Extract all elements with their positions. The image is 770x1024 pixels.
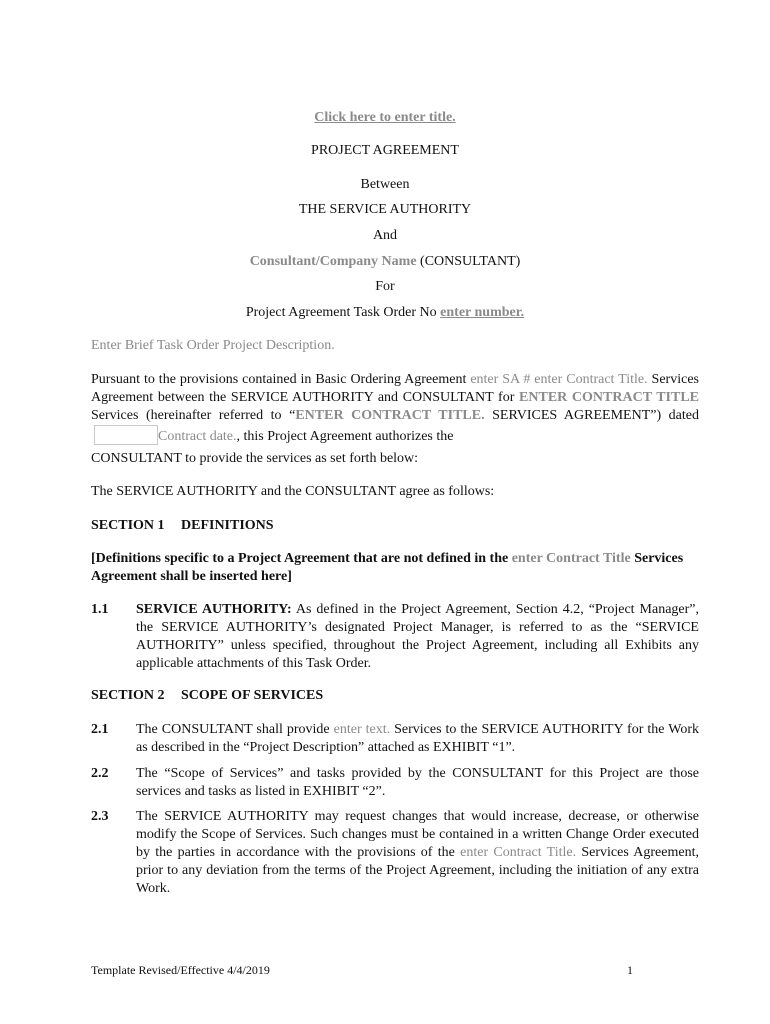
agreement-title: PROJECT AGREEMENT — [311, 143, 459, 158]
section-1-note-suffix: Services Agreement shall be inserted here] — [91, 551, 684, 584]
enter-contract-title-field[interactable]: ENTER CONTRACT TITLE — [519, 390, 699, 405]
consultant-name-field[interactable]: Consultant/Company Name — [249, 254, 417, 269]
pursuant-paragraph — [91, 371, 699, 446]
section-2-heading — [91, 687, 323, 705]
consultant-line — [0, 253, 770, 271]
section-2-number: SECTION 2 — [91, 688, 165, 703]
item-2-1-text-field[interactable]: enter text. — [333, 722, 391, 737]
sa-number-field[interactable]: enter SA # — [470, 372, 531, 387]
item-2-3-number: 2.3 — [91, 809, 109, 824]
footer-revision-text: Template Revised/Effective 4/4/2019 — [91, 963, 270, 977]
pursuant-text-1: Pursuant to the provisions contained in Basic Ordering Agreement — [91, 372, 471, 387]
item-2-3-body-2: Services Agreement, prior to any deviation from the terms of the Project Agreement, including the initiation of any extra Work. — [136, 845, 699, 896]
page-number: 1 — [627, 963, 633, 977]
and-text: And — [372, 228, 398, 243]
date-input-box[interactable] — [94, 425, 158, 445]
pursuant-text-5: , this Project Agreement authorizes the — [236, 429, 454, 444]
item-2-1-number: 2.1 — [91, 722, 109, 737]
section-1-contract-title-field[interactable]: enter Contract Title — [511, 551, 631, 566]
item-2-3-text — [136, 808, 699, 898]
section-2-title: SCOPE OF SERVICES — [181, 688, 324, 703]
pursuant-text-2: Services Agreement between the SERVICE AUTHORITY and CONSULTANT for — [91, 372, 699, 405]
item-1-1-number: 1.1 — [91, 602, 109, 617]
contract-date-field[interactable]: Contract date. — [158, 429, 237, 444]
title-line — [0, 109, 770, 127]
item-2-2-text: The “Scope of Services” and tasks provided by the CONSULTANT for this Project are those services and tasks as listed in EXHIBIT “2”. — [136, 766, 699, 799]
section-1-heading — [91, 517, 274, 535]
task-order-line — [0, 304, 770, 322]
task-order-prefix: Project Agreement Task Order No — [245, 305, 441, 320]
item-2-2-number: 2.2 — [91, 766, 109, 781]
description-field[interactable]: Enter Brief Task Order Project Description. — [91, 338, 335, 353]
item-2-1-body-1: The CONSULTANT shall provide — [136, 722, 334, 737]
section-1-number: SECTION 1 — [91, 518, 165, 533]
section-1-note — [91, 550, 699, 586]
title-placeholder-field[interactable]: Click here to enter title. — [314, 110, 456, 125]
pursuant-text-3: Services (hereinafter referred to “ — [91, 408, 296, 423]
item-1-1-term: SERVICE AUTHORITY: — [136, 602, 292, 617]
description-line — [91, 337, 699, 355]
for-text: For — [375, 279, 395, 294]
between-text: Between — [360, 177, 410, 192]
enter-contract-title-field-2[interactable]: ENTER CONTRACT TITLE. — [295, 408, 485, 423]
pursuant-line-2: CONSULTANT to provide the services as set forth below: — [91, 451, 419, 466]
item-2-3-body-1: The SERVICE AUTHORITY may request changes that would increase, decrease, or otherwise modify the Scope of Services. Such changes must be contained in a written Change Order executed by the parties in accordance with the provisions of the — [136, 809, 699, 860]
consultant-suffix: (CONSULTANT) — [416, 254, 521, 269]
item-2-1-body-2: Services to the SERVICE AUTHORITY for the Work as described in the “Project Description” attached as EXHIBIT “1”. — [136, 722, 699, 755]
task-order-number-field[interactable]: enter number. — [440, 305, 525, 320]
agree-text: The SERVICE AUTHORITY and the CONSULTANT agree as follows: — [91, 484, 495, 499]
section-1-note-prefix: [Definitions specific to a Project Agreement that are not defined in the — [91, 551, 512, 566]
item-2-1-text — [136, 721, 699, 757]
authority-text: THE SERVICE AUTHORITY — [298, 202, 472, 217]
item-1-1-body: As defined in the Project Agreement, Section 4.2, “Project Manager”, the SERVICE AUTHORITY’s designated Project Manager, is referred to as the “SERVICE AUTHORITY” unless specified, throughout the Project Agreement, including all Exhibits any applicable attachments of this Task Order. — [136, 602, 699, 671]
contract-title-field[interactable]: enter Contract Title. — [530, 372, 648, 387]
item-2-3-contract-title-field[interactable]: enter Contract Title. — [460, 845, 577, 860]
item-1-1-text — [136, 601, 699, 673]
pursuant-text-4: SERVICES AGREEMENT”) dated — [484, 408, 700, 423]
section-1-title: DEFINITIONS — [181, 518, 274, 533]
